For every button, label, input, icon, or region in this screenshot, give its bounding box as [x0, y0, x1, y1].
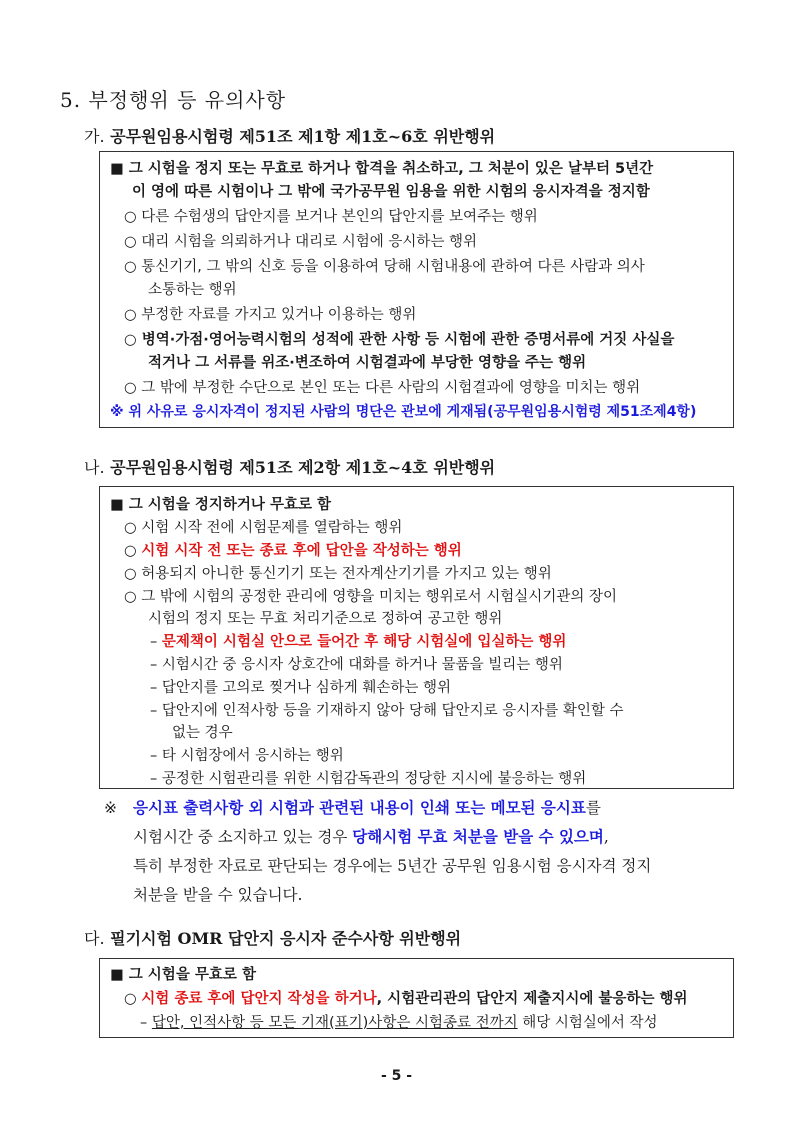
page-number: - 5 -	[380, 1068, 413, 1084]
box-ga-footnote: ※ 위 사유로 응시자격이 정지된 사람의 명단은 관보에 게재됨(공무원임용시험령 제51조제4항)	[110, 404, 697, 420]
box-na	[99, 486, 734, 789]
box-na-sub-item-highlight: 문제책이 시험실 안으로 들어간 후 해당 시험실에 입실하는 행위	[161, 634, 567, 650]
section-title: 5. 부정행위 등 유의사항	[60, 88, 287, 112]
subsection-da-title	[84, 926, 461, 949]
note-text: 를	[585, 799, 601, 817]
box-na-item-cont: 시험의 정지 또는 무효 처리기준으로 정하여 공고한 행위	[148, 611, 503, 627]
box-da-sub-item-underlined: 답안, 인적사항 등 모든 기재(표기)사항은 시험종료 전까지	[151, 1015, 518, 1031]
subsection-ga-text: 공무원임용시험령 제51조 제1항 제1호~6호 위반행위	[110, 127, 496, 146]
box-na-sub-item-cont: 없는 경우	[172, 725, 233, 741]
box-na-sub-item: – 타 시험장에서 응시하는 행위	[150, 748, 344, 764]
box-ga-item: ○ 부정한 자료를 가지고 있거나 이용하는 행위	[124, 307, 417, 323]
box-na-sub-item: – 답안지를 고의로 찢거나 심하게 훼손하는 행위	[150, 680, 452, 696]
subsection-da-prefix: 다.	[84, 929, 105, 948]
box-ga-item-cont: 소통하는 행위	[148, 282, 237, 298]
box-na-sub-item: – 공정한 시험관리를 위한 시험감독관의 정당한 지시에 불응하는 행위	[150, 771, 587, 787]
box-da-item-highlight: 시험 종료 후에 답안지 작성을 하거나	[141, 991, 377, 1007]
note-line-4: 처분을 받을 수 있습니다.	[133, 886, 303, 904]
note-line-2	[133, 826, 609, 848]
note-line-3: 특히 부정한 자료로 판단되는 경우에는 5년간 공무원 임용시험 응시자격 정지	[133, 857, 652, 875]
note-text: ,	[603, 828, 609, 846]
box-na-item: ○ 시험 시작 전에 시험문제를 열람하는 행위	[124, 520, 403, 536]
bullet-circle: ○	[124, 991, 137, 1007]
subsection-na-prefix: 나.	[84, 458, 105, 477]
note-text: 시험시간 중 소지하고 있는 경우	[133, 828, 348, 846]
note-highlight-2: 당해시험 무효 처분을 받을 수 있으며	[352, 827, 604, 846]
bullet-dash: –	[140, 1015, 148, 1031]
box-na-sub-item: – 시험시간 중 응시자 상호간에 대화를 하거나 물품을 빌리는 행위	[150, 657, 563, 673]
box-ga-item: ○ 대리 시험을 의뢰하거나 대리로 시험에 응시하는 행위	[124, 234, 478, 250]
box-ga-item: ○ 통신기기, 그 밖의 신호 등을 이용하여 당해 시험내용에 관하여 다른 사람과 의사	[124, 259, 645, 275]
box-da-item	[124, 989, 688, 1009]
box-na-header: ■ 그 시험을 정지하거나 무효로 함	[110, 497, 332, 513]
bullet-dash: –	[150, 634, 158, 650]
box-ga-header-1: ■ 그 시험을 정지 또는 무효로 하거나 합격을 취소하고, 그 처분이 있은 날부터 5년간	[110, 161, 654, 177]
box-ga-item-cont: 적거나 그 서류를 위조·변조하여 시험결과에 부당한 영향을 주는 행위	[148, 355, 587, 371]
box-na-sub-item: – 답안지에 인적사항 등을 기재하지 않아 당해 답안지로 응시자를 확인할 수	[150, 703, 624, 719]
box-na-sub-item	[150, 632, 566, 652]
subsection-na-title	[84, 455, 495, 478]
note-line-1	[133, 797, 601, 819]
box-ga-item: ○ 병역·가점·영어능력시험의 성적에 관한 사항 등 시험에 관한 증명서류에 거짓 사실을	[124, 332, 675, 348]
box-ga-item: ○ 다른 수험생의 답안지를 보거나 본인의 답안지를 보여주는 행위	[124, 209, 538, 225]
box-da-sub-item	[140, 1013, 658, 1033]
box-da-item-text: , 시험관리관의 답안지 제출지시에 불응하는 행위	[376, 991, 688, 1007]
note-mark: ※	[104, 799, 117, 817]
subsection-ga-prefix: 가.	[84, 127, 105, 146]
box-na-item-highlight: 시험 시작 전 또는 종료 후에 답안을 작성하는 행위	[141, 543, 462, 559]
note-highlight-1: 응시표 출력사항 외 시험과 관련된 내용이 인쇄 또는 메모된 응시표	[133, 798, 586, 817]
box-da-sub-item-text: 해당 시험실에서 작성	[517, 1015, 658, 1031]
subsection-na-text: 공무원임용시험령 제51조 제2항 제1호~4호 위반행위	[110, 458, 496, 477]
bullet-circle: ○	[124, 543, 137, 559]
box-ga	[99, 151, 734, 428]
subsection-da-text: 필기시험 OMR 답안지 응시자 준수사항 위반행위	[110, 929, 462, 948]
box-na-item	[124, 541, 462, 561]
box-da	[99, 958, 734, 1038]
box-ga-item: ○ 그 밖에 부정한 수단으로 본인 또는 다른 사람의 시험결과에 영향을 미치는 행위	[124, 380, 641, 396]
box-da-header: ■ 그 시험을 무효로 함	[110, 967, 256, 983]
box-na-item: ○ 허용되지 아니한 통신기기 또는 전자계산기기를 가지고 있는 행위	[124, 566, 552, 582]
subsection-ga-title	[84, 124, 495, 147]
box-na-item: ○ 그 밖에 시험의 공정한 관리에 영향을 미치는 행위로서 시험실시기관의 장이	[124, 589, 617, 605]
box-ga-header-2: 이 영에 따른 시험이나 그 밖에 국가공무원 임용을 위한 시험의 응시자격을 정지함	[132, 184, 650, 200]
